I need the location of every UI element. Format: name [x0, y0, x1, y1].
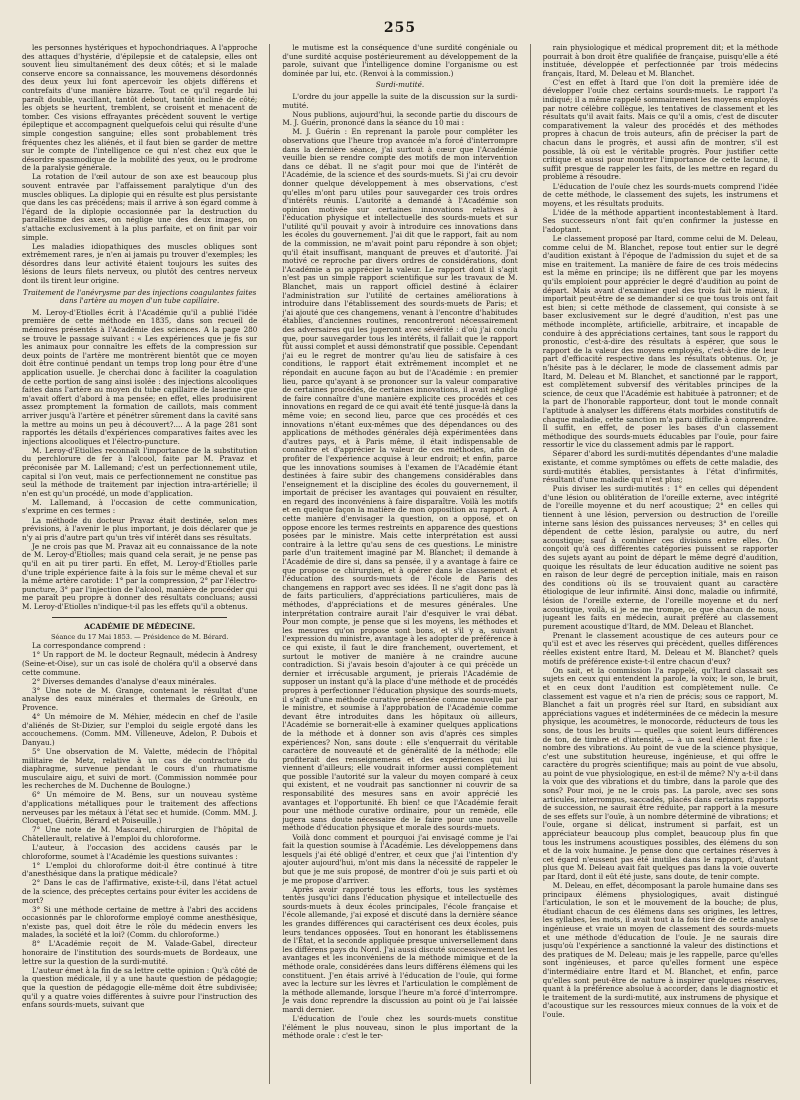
paragraph: 5° Une observation de M. Valette, médecin de l'hôpital militaire de Metz, relative à un cas de contracture du diaphragme, survenue pendant le cours d'un rhumatisme musculaire aigu, et suivi de mort. (Commission nommée pour les recherches de M. Duchenne de Boulogne.)	[22, 746, 258, 791]
paragraph: Après avoir rapporté tous les efforts, tous les systèmes tentés jusqu'ici dans l'éducation physique et intellectuelle des sourds-muets à deux écoles principales, l'école française et l'école allemande, j'ai exposé et discuté dans la dernière séance les grandes différences qui caractérisent ces deux écoles, puis leurs tendances opposées. Tout en honorant les établissemens de l'État, et la seconde appliquée presque universellement dans les différens pays du Nord. J'ai aussi discuté successivement les avantages et les inconvéniens de la méthode mimique et de la méthode orale, considérées dans leurs différens élémens qui les constituent. J'en étais arrivé à l'éducation de l'ouïe, qui forme avec la lecture sur les lèvres et l'articulation le complément de la méthode allemande, lorsque l'heure m'a forcé d'interrompre. Je vais donc reprendre la discussion au point où je l'ai laissée mardi dernier.	[282, 884, 518, 1014]
paragraph: 2° Dans le cas de l'affirmative, existe-t-il, dans l'état actuel de la science, des préceptes certains pour éviter les accidens de mort?	[22, 878, 258, 905]
column-middle	[282, 44, 517, 1084]
paragraph: L'éducation de l'ouïe chez les sourds-muets constitue l'élément le plus nouveau, sinon le plus important de la méthode orale : c'est le ter-	[282, 1014, 518, 1041]
paragraph: On sait, et la commission l'a rappelé, qu'Itard classait ses sujets en ceux qui entendent la parole, la voix; le son, le bruit, et en ceux dont l'audition est complètement nulle. Ce classement est vague et n'a rien de précis; sous ce rapport, M. Blanchet a fait un progrès réel sur Itard, en subsidiant aux appréciations vagues et indéterminées de ce médecin la mesure physique, les acoumètres, le monocorde, réducteurs de tous les sons, de tous les bruits — quelles que soient leurs différences de ton, de timbre et d'intensité, — à un seul élément fixe : le nombre des vibrations. Au point de vue de la science physique, c'est une substitution heureuse, ingénieuse, et qui offre le caractère du progrès scientifique; mais au point de vue absolu, au point de vue physiologique, en est-il de même? N'y a-t-il dans la voix que des vibrations et du timbre, dans la parole que des sons? Pour moi, je ne le crois pas. La parole, avec ses sons articulés, interrompus, saccadés, placés dans certains rapports de succession, ne saurait être réduite, par rapport à la mesure de ses effets sur l'ouïe, à un nombre déterminé de vibrations; et l'ouïe, organe si délicat, instrument si parfait, est un appréciateur beaucoup plus complet, beaucoup plus fin que tous les instrumens acoustiques possibles, des élémens du son et de la voix humaine. Je pense donc que certaines réserves à cet égard n'eussent pas été inutiles dans le rapport, d'autant plus que M. Deleau avait fait quelques pas dans la voie ouverte par Itard, dont il eût été juste, sans doute, de tenir compte.	[542, 665, 778, 881]
paragraph: Le classement proposé par Itard, comme celui de M. Deleau, comme celui de M. Blanchet, repose tout entier sur le degré d'audition existant à l'époque de l'admission du sujet et de sa mise en traitement. La manière de faire de ces trois médecins est la même en principe; ils ne diffèrent que par les moyens qu'ils emploient pour apprécier le degré d'audition au point de départ. Mais avant d'examiner quel des trois fait le mieux, il importait peut-être de se demander si ce que tous trois ont fait est bien; si cette méthode de classement, qui consiste à se baser exclusivement sur le degré d'audition, n'est pas une méthode incomplète, artificielle, arbitraire, et incapable de conduire à des appréciations certaines, tant sous le rapport du pronostic, c'est-à-dire des résultats à espérer, que sous le rapport de la valeur des moyens employés, c'est-à-dire de leur part d'efficacité respective dans les résultats obtenus. Or, je n'hésite pas à le déclarer, le mode de classement admis par Itard, M. Deleau et M. Blanchet, et sanctionné par le rapport, est complètement subversif des véritables principes de la science, de ceux que l'Académie est habituée à patronner; et de la part de l'honorable rapporteur, dont tout le monde connaît l'aptitude à analyser les différens états morbides constitutifs de chaque maladie, cette sanction m'a paru difficile à comprendre. Il suffit, en effet, de poser les bases d'un classement méthodique des sourds-muets éducables par l'ouïe, pour faire ressortir le vice du classement admis par le rapport.	[542, 234, 778, 450]
session-line: Séance du 17 Mai 1853. — Présidence de M. Bérard.	[50, 633, 229, 642]
paragraph: 8° L'Académie reçoit de M. Valade-Gabel, directeur honoraire de l'institution des sourds-muets de Bordeaux, une lettre sur la question de la surdi-mutité.	[22, 939, 258, 966]
paragraph: Puis diviser les surdi-mutités : 1° en celles qui dépendent d'une lésion ou oblitération de l'oreille externe, avec intégrité de l'oreille moyenne et du nerf acoustique; 2° en celles qui tiennent à une lésion, perversion ou destruction de l'oreille interne sans lésion des puissances nerveuses; 3° en celles qui dépendent de cette lésion, paralysie ou autre, du nerf acoustique; sauf à combiner ces divisions entre elles. On conçoit qu'à ces différentes catégories puissent se rapporter des sujets ayant au point de départ le même degré d'audition, quoique les résultats de leur éducation auditive ne soient pas en raison de leur degré de perception initiale, mais en raison des conditions où ils se trouvaient quant au caractère étiologique de leur infirmité. Ainsi donc, maladie ou infirmité, lésion de l'oreille externe, de l'oreille moyenne et du nerf acoustique, voilà, si je ne me trompe, ce que chacun de nous, jugeant les faits en médecin, aurait préféré au classement purement acoustique d'Itard, de MM. Deleau et Blanchet.	[542, 484, 778, 631]
paragraph: Je ne crois pas que M. Pravaz ait eu connaissance de la note de M. Leroy-d'Etiolles; mais quand cela serait, je ne pense pas qu'il en ait pu tirer parti. En effet, M. Leroy-d'Etiolles parle d'une triple expérience faite à la fois sur le même cheval et sur la même artère carotide: 1° par la compression, 2° par l'électro-puncture, 3° par l'injection de l'alcool, manière de procéder qui me paraît peu propre à donner des résultats concluans; aussi M. Leroy-d'Etiolles n'indique-t-il pas les effets qu'il a obtenus.	[22, 541, 258, 611]
subhead: Surdi-mutité.	[375, 80, 425, 90]
paragraph: le mutisme est la conséquence d'une surdité congéniale ou d'une surdité acquise postérieurement au développement de la parole, suivant que l'intelligence domine l'organisme ou est dominée par lui, etc. (Renvoi à la commission.)	[282, 44, 518, 78]
paragraph: 2° Diverses demandes d'analyse d'eaux minérales.	[32, 676, 217, 686]
paragraph: L'auteur, à l'occasion des accidens causés par le chloroforme, soumet à l'Académie les questions suivantes :	[22, 842, 258, 861]
column-separator	[269, 44, 270, 1084]
paragraph: L'idée de la méthode appartient incontestablement à Itard. Ses successeurs n'ont fait qu'en confirmer la justesse en l'adoptant.	[542, 207, 778, 234]
paragraph: Séparer d'abord les surdi-mutités dépendantes d'une maladie existante, et comme symptômes ou effets de cette maladie, des surdi-mutités établies, persistantes à l'état d'infirmités, résultant d'une maladie qui n'est plus;	[542, 449, 778, 485]
paragraph: rain physiologique et médical proprement dit; et la méthode pourrait à bon droit être qualifiée de française, puisqu'elle a été instituée, développée et perfectionnée par trois médecins français, Itard, M. Deleau et M. Blanchet.	[542, 44, 778, 78]
text-columns	[22, 44, 778, 1084]
paragraph: Voilà donc comment et pourquoi j'ai envisagé comme je l'ai fait la question soumise à l'Académie. Les développemens dans lesquels j'ai été obligé d'entrer, et ceux que j'ai l'intention d'y ajouter aujourd'hui, m'ont mis dans la nécessité de rappeler le but que je me suis proposé, de montrer d'où je suis parti et où je me propose d'arriver.	[282, 832, 518, 885]
paragraph: les personnes hystériques et hypochondriaques. A l'approche des attaques d'hystérie, d'épilepsie et de catalepsie, elles ont souvent lieu simultanément des deux côtés; et si le malade conserve encore sa connaissance, les mouvemens désordonnés des deux yeux lui font apercevoir les objets différens et contrefaits d'une manière bizarre. Tout ce qu'il regarde lui paraît double, vacillant, tantôt debout, tantôt incliné de côté; les objets se heurtent, tremblent, se croisent et menacent de tomber. Ces visions effrayantes précèdent souvent le vertige épileptique et accompagnent quelquefois celui qui résulte d'une simple congestion sanguine; elles sont probablement très fréquentes chez les aliénés, et il faut bien se garder de mettre sur le compte de l'intelligence ce qui n'est chez eux que le désordre spasmodique de la mobilité des yeux, ou le prodrome de la paralysie générale.	[22, 44, 258, 173]
column-right	[543, 44, 778, 1084]
paragraph: La méthode du docteur Pravaz était destinée, selon mes prévisions, à l'avenir le plus important, je dois déclarer que je n'y ai pris d'autre part qu'un très vif intérêt dans ses résultats.	[22, 515, 258, 542]
paragraph: Prenant le classement acoustique de ces auteurs pour ce qu'il est et avec les réserves qui précèdent, quelles différences réelles existent entre Itard, M. Deleau et M. Blanchet? quels motifs de préférence existe-t-il entre chacun d'eux?	[542, 630, 778, 666]
paragraph: La correspondance comprend :	[32, 641, 146, 651]
paragraph: 3° Une note de M. Grange, contenant le résultat d'une analyse des eaux minérales et thermales de Gréoulx, en Provence.	[22, 685, 258, 712]
paragraph: Nous publions, aujourd'hui, la seconde partie du discours de M. J. Guérin, prononcé dans la séance du 10 mai :	[282, 109, 518, 128]
paragraph: 1° L'emploi du chloroforme doit-il être continué à titre d'anesthésique dans la pratique médicale?	[22, 860, 258, 879]
paragraph: 1° Un rapport de M. le docteur Regnault, médecin à Andresy (Seine-et-Oise), sur un cas isolé de choléra qu'il a observé dans cette commune.	[22, 650, 258, 677]
paragraph: M. Deleau, en effet, décomposant la parole humaine dans ses principaux élémens physiologiques, avait distingué l'articulation, le son et le mouvement de la bouche; de plus, étudiant chacun de ces élémens dans ses origines, les lettres, les syllabes, les mots, il avait tout à la fois tiré de cette analyse ingénieuse et vraie un moyen de classement des sourds-muets et une méthode d'éducation de l'ouïe. Je ne saurais dire jusqu'où l'expérience a sanctionné la valeur des distinctions et des pratiques de M. Deleau; mais je les rappelle, parce qu'elles sont ingénieuses, et parce qu'elles forment une espèce d'intermédiaire entre Itard et M. Blanchet, et enfin, parce qu'elles sont peut-être de nature à inspirer quelques réserves, quant à la préférence absolue à accorder, dans le diagnostic et le traitement de la surdi-mutité, aux instrumens de physique et d'acoustique sur les ressources mieux connues de la voix et de l'ouïe.	[542, 881, 778, 1019]
paragraph: 4° Un mémoire de M. Méhier, médecin en chef de l'asile d'aliénés de St-Dizier, sur l'emploi du seigle ergoté dans les accouchemens. (Comm. MM. Villeneuve, Adelon, P. Dubois et Danyau.)	[22, 712, 258, 747]
section-title: ACADÉMIE DE MÉDECINE.	[84, 621, 196, 631]
paragraph: 7° Une note de M. Mascarel, chirurgien de l'hôpital de Châtellerault, relative à l'emploi du chloroforme.	[22, 825, 258, 843]
column-left	[22, 44, 257, 1084]
page-number: 255	[383, 20, 417, 36]
divider	[52, 617, 227, 618]
paragraph: 6° Un mémoire de M. Bens, sur un nouveau système d'applications métalliques pour le traitement des affections nerveuses par les métaux à l'état sec et humide. (Comm. MM. J. Cloquet, Guérin, Bérard et Poiseuille.)	[22, 790, 258, 826]
paragraph: L'ordre du jour appelle la suite de la discussion sur la surdi-mutité.	[282, 91, 518, 110]
paragraph: 3° Si une méthode certaine de mettre à l'abri des accidens occasionnés par le chloroforme employé comme anesthésique, n'existe pas, quel doit être le rôle du médecin envers les malades, la société et la loi? (Comm. du chloroforme.)	[22, 904, 258, 940]
paragraph: M. J. Guérin : En reprenant la parole pour compléter les observations que l'heure trop avancée m'a forcé d'interrompre dans la dernière séance, j'ai surtout à cœur que l'Académie veuille bien se rendre compte des motifs de mon intervention dans ce débat. Il ne s'agit pour moi que de l'intérêt de l'Académie, de la science et des sourds-muets. Si j'ai cru devoir donner quelque développement à mes observations, c'est qu'elles m'ont paru utiles pour sauvegarder ces trois ordres d'intérêts réunis. L'autorité a demandé à l'Académie son opinion motivée sur certaines innovations relatives à l'éducation physique et intellectuelle des sourds-muets et sur l'utilité qu'il pouvait y avoir à introduire ces innovations dans les écoles du gouvernement. J'ai dit que le rapport, fait au nom de la commission, ne m'avait point paru répondre à son objet; qu'il était insuffisant, manquant de preuves et d'autorité. J'ai motivé ce reproche par divers ordres de considérations, dont l'Académie a pu apprécier la valeur. Le rapport dont il s'agit n'est pas un simple rapport scientifique sur les travaux de M. Blanchet, mais un rapport officiel destiné à éclairer l'administration sur l'utilité de certaines améliorations à introduire dans l'établissement des sourds-muets de Paris; et j'ai ajouté que ces changemens, venant à l'encontre d'habitudes établies, d'anciennes routines, rencontreront nécessairement des adversaires qui les jugeront avec sévérité : d'où j'ai conclu que, pour sauvegarder tous les intérêts, il fallait que le rapport fût aussi complet et aussi démonstratif que possible. Cependant j'ai eu le regret de montrer qu'au lieu de satisfaire à ces conditions, le rapport était extrêmement incomplet et ne répondait en aucune façon au but de l'Académie : en premier lieu, parce qu'ayant à se prononcer sur la valeur comparative de certaines procédés, de certaines innovations, il avait négligé de faire connaître d'une manière explicite ces procédés et ces innovations en regard de ce qui avait été tenté jusque-là dans la même voie; en second lieu, parce que ces procédés et ces innovations n'étant eux-mêmes que des dépendances ou des applications de méthodes générales déjà expérimentées dans d'autres pays, et à Paris même, il était indispensable de connaître et d'apprécier la valeur de ces méthodes, afin de profiter de l'expérience acquise à leur endroit; et enfin, parce que les innovations soumises à l'examen de l'Académie étant destinées à faire subir des changemens considérables dans l'enseignement et la discipline des écoles du gouvernement, il importait de préciser les avantages qui pouvaient en résulter, en regard des inconvéniens à faire disparaître. Voilà les motifs et en quelque façon la matière de mon opposition au rapport. A cette manière d'envisager la question, on a opposé, et on oppose encore les termes restreints en apparence des questions posées par le ministre. Mais cette interprétation est aussi contraire à la lettre qu'au sens de ces questions. Le ministre parle d'un traitement imaginé par M. Blanchet; il demande à l'Académie de dire si, dans sa pensée, il y a avantage à faire ce que propose ce chirurgien, et à opérer dans le classement et l'éducation des sourds-muets de l'école de Paris des changemens en rapport avec ses idées. Il ne s'agit donc pas là de faits particuliers, d'appréciations particulières, mais de méthodes, d'appréciations et de mesures générales. Une interprétation contraire aurait l'air d'esquiver le vrai débat. Pour mon compte, je pense que si les moyens, les méthodes et les mesures qu'on propose sont bons, et s'il y a, suivant l'expression du ministre, avantage à les adopter de préférence à ce qui existe, il faut le dire franchement, ouvertement, et surtout le motiver de manière à ne craindre aucune contradiction. Si j'avais besoin d'ajouter à ce qui précède un dernier et irrécusable argument, je prierais l'Académie de supposer un instant qu'à la place d'une méthode et de procédés propres à perfectionner l'éducation physique des sourds-muets, il s'agît d'une méthode curative présentée comme nouvelle par le ministre, et soumise à l'approbation de l'Académie comme devant être introduites dans les hôpitaux où ailleurs, l'Académie se bornerait-elle à examiner quelques applications de la méthode et à donner son avis d'après ces simples expériences? Non, sans doute : elle s'enquerrait du véritable caractère de nouveauté et de généralité de la méthode; elle profiterait des renseignemens et des expériences qui lui viennent d'ailleurs; elle voudrait informer aussi complètement que possible l'autorité sur la valeur du moyen comparé à ceux qui existent, et ne voudrait pas sanctionner ni couvrir de sa responsabilité des mesures sans en avoir apprécié les avantages et l'opportunité. Eh bien! ce que l'Académie ferait pour une méthode curative ordinaire, pour un remède, elle jugera sans doute nécessaire de le faire pour une nouvelle méthode d'éducation physique et morale des sourds-muets.	[282, 127, 518, 833]
subhead: Traitement de l'anévrysme par des injections coagulantes faites dans l'artère au moyen d'un tube capillaire.	[23, 287, 257, 306]
paragraph: Les maladies idiopathiques des muscles obliques sont extrêmement rares, je n'en ai jamais pu trouver d'exemples; les désordres dans leur activité étaient toujours les suites des lésions de leurs filets nerveux, ou plutôt des centres nerveux dont ils tirent leur origine.	[22, 241, 258, 286]
paragraph: La rotation de l'œil autour de son axe est beaucoup plus souvent entravée par l'affaissement paralytique d'un des muscles obliques. La diplopie qui en résulte est plus persistante que dans les cas précédens; mais il arrive à son égard comme à l'égard de la diplopie occasionnée par la destruction du parallélisme des axes, on néglige une des deux images, on s'attache exclusivement à la plus parfaite, et on finit par voir simple.	[22, 172, 258, 242]
column-separator	[530, 44, 531, 1084]
paragraph: C'est en effet à Itard que l'on doit la première idée de développer l'ouïe chez certains sourds-muets. Le rapport l'a indiqué; il a même rappelé sommairement les moyens employés par notre célèbre collègue, les tentatives de classement et les résultats qu'il avait faits. Mais ce qu'il a omis, c'est de discuter comparativement la valeur des procédés et des méthodes propres à chacun de trois auteurs, afin de préciser la part de chacun dans le progrès, et aussi afin de montrer, s'il est possible, là où est le véritable progrès. Pour justifier cette critique et aussi pour montrer l'importance de cette lacune, il suffit presque de rappeler les faits, de les mettre en regard du problème à résoudre.	[542, 77, 778, 182]
paragraph: M. Leroy-d'Etiolles écrit à l'Académie qu'il a publié l'idée première de cette méthode en 1835, dans son recueil de mémoires présentés à l'Académie des sciences. A la page 280 se trouve le passage suivant : « Les expériences que je fis sur les animaux pour connaître les effets de la compression sur deux points de l'artère me montrèrent bientôt que ce moyen doit être continué pendant un temps trop long pour être d'une application usuelle. Je cherchai donc à faciliter la coagulation de cette portion de sang ainsi isolée : des injections alcooliques faites dans l'artère au moyen du tube capillaire de laserine que m'avait offert d'abord à ma pensée; en effet, elles produisirent assez promptement la formation de caillots, mais comment arriver jusqu'à l'artère et pénétrer sûrement dans la cavité sans la mettre au moins un peu à découvert?.... A la page 281 sont rapportés les détails d'expériences comparatives faites avec les injections alcooliques et l'électro-puncture.	[22, 307, 258, 446]
paragraph: M. Lallemand, à l'occasion de cette communication, s'exprime en ces termes :	[22, 497, 258, 516]
paragraph: L'auteur émet à la fin de sa lettre cette opinion : Qu'à côté de la question médicale, il y a une haute question de pédagogie; que la question de pédagogie elle-même doit être subdivisée; qu'il y a quatre voies différentes à suivre pour l'instruction des enfans sourds-muets, suivant que	[22, 965, 258, 1010]
paragraph: M. Leroy-d'Etiolles reconnaît l'importance de la substitution du perchlorure de fer à l'alcool, faite par M. Pravaz et préconisée par M. Lallemand; c'est un perfectionnement utile, capital si l'on veut, mais ce perfectionnement ne constitue pas seul la méthode de traitement par injection intra-artérielle; il n'en est qu'un procédé, un mode d'application.	[22, 445, 258, 498]
paragraph: L'éducation de l'ouïe chez les sourds-muets comprend l'idée de cette méthode, le classement des sujets, les instrumens et moyens, et les résultats produits.	[542, 181, 778, 208]
